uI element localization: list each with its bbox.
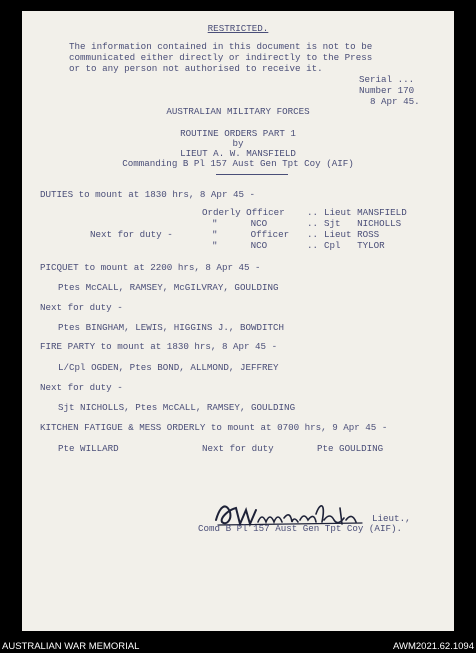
duties-row-name: Lieut MANSFIELD [324,207,407,218]
duties-row-sep: .. [307,207,319,218]
duties-row-sep: .. [307,229,319,240]
security-notice-line-1: The information contained in this document is not to be [69,41,373,52]
footer-catalogue-id: AWM2021.62.1094 [393,641,474,652]
heading-by: by [232,138,244,149]
next-for-duty-heading: Next for duty - [40,382,123,393]
picquet-next-names: Ptes BINGHAM, LEWIS, HIGGINS J., BOWDITCH [58,322,285,333]
picquet-line: PICQUET to mount at 2200 hrs, 8 Apr 45 - [40,262,261,273]
duties-row-name: Cpl TYLOR [324,240,385,251]
signature-rank: Lieut., [372,513,411,524]
signature-title: Comd B Pl 157 Aust Gen Tpt Coy (AIF). [198,523,402,534]
footer-institution: AUSTRALIAN WAR MEMORIAL [2,641,140,652]
duties-row-role: Orderly Officer [202,207,285,218]
duties-row-name: Sjt NICHOLLS [324,218,402,229]
kitchen-next-label: Next for duty [202,443,274,454]
duties-row-role: " Officer [212,229,290,240]
kitchen-fatigue-line: KITCHEN FATIGUE & MESS ORDERLY to mount at 0700 hrs, 9 Apr 45 - [40,422,388,433]
duties-row-role: " NCO [212,240,268,251]
picquet-names: Ptes McCALL, RAMSEY, McGILVRAY, GOULDING [58,282,279,293]
fire-party-names: L/Cpl OGDEN, Ptes BOND, ALLMOND, JEFFREY [58,362,279,373]
classification-heading: RESTRICTED. [207,23,269,34]
duties-row-label: Next for duty - [90,229,173,240]
next-for-duty-heading: Next for duty - [40,302,123,313]
heading-routine-orders: ROUTINE ORDERS PART 1 [180,128,296,139]
heading-forces: AUSTRALIAN MILITARY FORCES [166,106,310,117]
duties-row-name: Lieut ROSS [324,229,380,240]
archive-footer [0,640,476,653]
serial-label: Serial ... [359,74,415,85]
security-notice-line-3: or to any person not authorised to receive it. [69,63,323,74]
duties-row-sep: .. [307,218,319,229]
duties-row-role: " NCO [212,218,268,229]
security-notice-line-2: communicated either directly or indirectly to the Press [69,52,373,63]
heading-officer-name: LIEUT A. W. MANSFIELD [180,148,296,159]
fire-party-next-names: Sjt NICHOLLS, Ptes McCALL, RAMSEY, GOULDING [58,402,296,413]
heading-command: Commanding B Pl 157 Aust Gen Tpt Coy (AIF) [122,158,354,169]
fire-party-line: FIRE PARTY to mount at 1830 hrs, 8 Apr 45 - [40,341,278,352]
heading-rule [216,174,288,175]
kitchen-duty-name: Pte WILLARD [58,443,119,454]
document-page [22,11,454,631]
duties-row-sep: .. [307,240,319,251]
document-date: 8 Apr 45. [370,96,420,107]
duties-line: DUTIES to mount at 1830 hrs, 8 Apr 45 - [40,189,256,200]
number-label: Number 170 [359,85,415,96]
kitchen-next-name: Pte GOULDING [317,443,384,454]
